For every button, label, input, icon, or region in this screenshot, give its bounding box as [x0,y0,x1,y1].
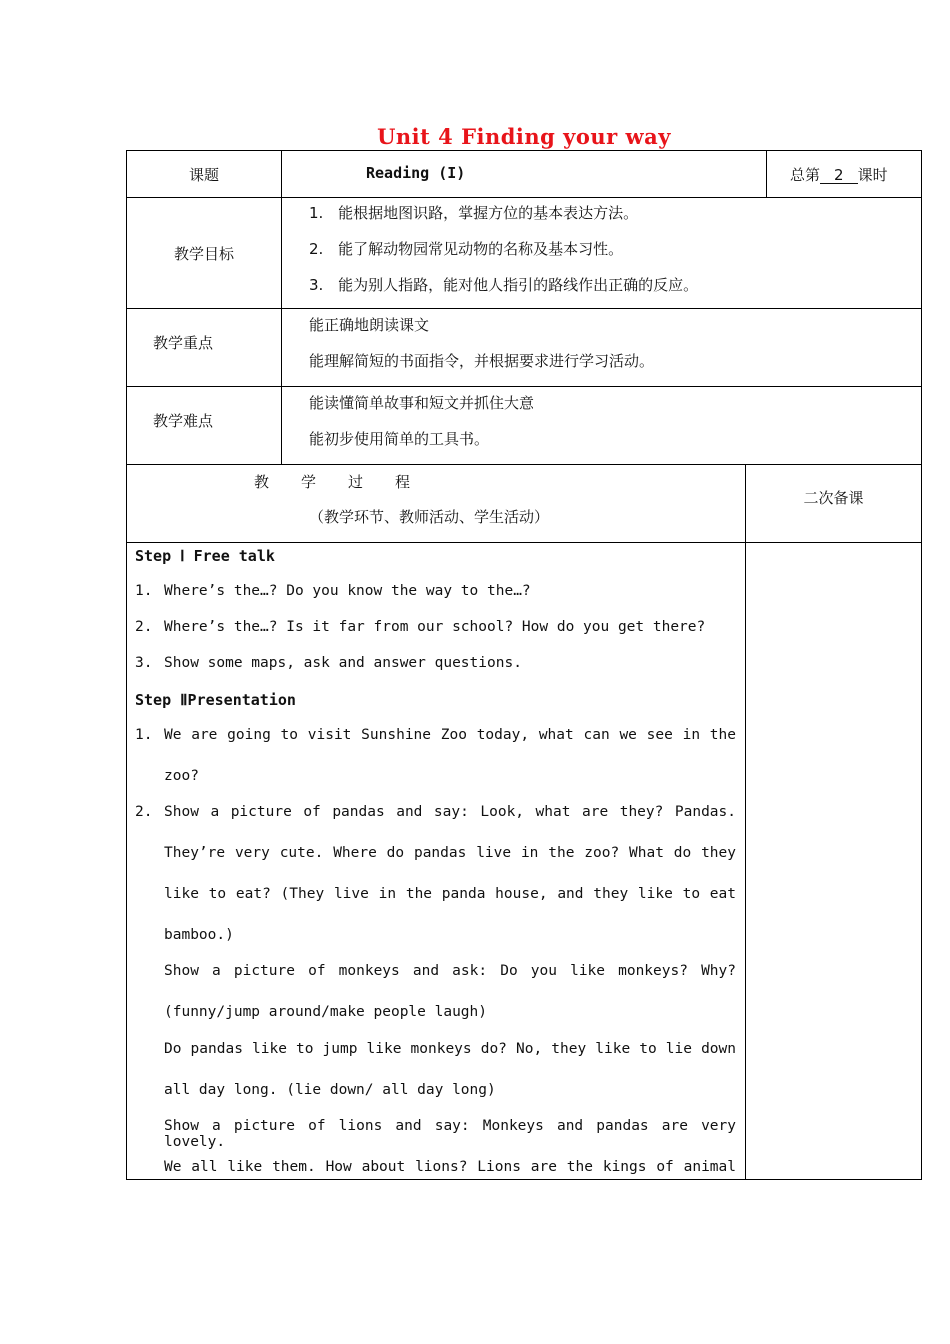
step-2-text-line: (funny/jump around/make people laugh) [164,1004,488,1020]
objective-number: 1. [309,204,324,222]
table-border-right [921,150,922,1180]
second-prep-label: 二次备课 [803,488,864,507]
topic-label: 课题 [188,165,219,184]
step-2-text-line: We all like them. How about lions? Lions are the kings of animal [164,1159,736,1175]
column-divider [745,464,746,1180]
document-title: Unit 4 Finding your way [377,124,671,149]
difficulties-label: 教学难点 [153,412,214,430]
step-2-item-number: 1. [135,727,153,743]
objective-item [309,202,638,223]
key-points-label: 教学重点 [153,334,214,352]
step-2-text-line: Do pandas like to jump like monkeys do? No, they like to lie down [164,1041,736,1057]
step-2-text-line: We are going to visit Sunshine Zoo today, what can we see in the [164,727,736,743]
row-divider [126,542,922,543]
period-number: 2 [820,167,858,184]
step-2-text-line: like to eat? (They live in the panda house, and they like to eat [164,886,736,902]
column-divider [281,150,282,465]
step-2-text-line: zoo? [164,768,199,784]
process-subtitle: （教学环节、教师活动、学生活动） [309,508,550,526]
lesson-name: Reading (I) [366,164,466,182]
step-2-title: Step ⅡPresentation [135,691,296,709]
difficulty-line: 能初步使用简单的工具书。 [309,430,490,448]
step-1-item-text: Where’s the…? Do you know the way to the…? [164,583,531,599]
table-border-bottom [126,1179,922,1180]
process-title-char: 过 [348,473,364,491]
step-2-item-number: 2. [135,804,153,820]
process-title-char: 教 [254,473,270,491]
objective-number: 2. [309,240,324,258]
objective-text: 能为别人指路，能对他人指引的路线作出正确的反应。 [338,276,699,294]
process-title-char: 学 [301,473,317,491]
row-divider [126,308,922,309]
step-1-item-text: Where’s the…? Is it far from our school? How do you get there? [164,619,706,635]
step-2-text-line: Show a picture of lions and say: Monkeys and pandas are very lovely. [164,1118,736,1150]
step-2-text-line: Show a picture of pandas and say: Look, what are they? Pandas. [164,804,736,820]
objective-item [309,274,698,295]
step-1-item-text: Show some maps, ask and answer questions. [164,655,522,671]
column-divider [766,150,767,198]
step-1-item-number: 2. [135,619,153,635]
objective-item [309,238,623,259]
period-prefix: 总第 [790,166,821,184]
process-title-char: 程 [395,473,411,491]
key-point-line: 能正确地朗读课文 [309,316,430,334]
objective-text: 能了解动物园常见动物的名称及基本习性。 [338,240,624,258]
objectives-label: 教学目标 [173,244,234,263]
step-1-item-number: 3. [135,655,153,671]
step-1-title: Step Ⅰ Free talk [135,547,275,565]
step-2-text-line: all day long. (lie down/ all day long) [164,1082,496,1098]
objective-text: 能根据地图识路，掌握方位的基本表达方法。 [338,204,639,222]
step-2-text-line: Show a picture of monkeys and ask: Do you like monkeys? Why? [164,963,736,979]
period-count [790,164,888,185]
period-suffix: 课时 [857,166,888,184]
row-divider [126,386,922,387]
objective-number: 3. [309,276,324,294]
step-2-text-line: They’re very cute. Where do pandas live in the zoo? What do they [164,845,736,861]
difficulty-line: 能读懂简单故事和短文并抓住大意 [309,394,535,412]
step-2-text-line: bamboo.) [164,927,234,943]
step-1-item-number: 1. [135,583,153,599]
process-title [254,471,442,492]
key-point-line: 能理解简短的书面指令，并根据要求进行学习活动。 [309,352,655,370]
